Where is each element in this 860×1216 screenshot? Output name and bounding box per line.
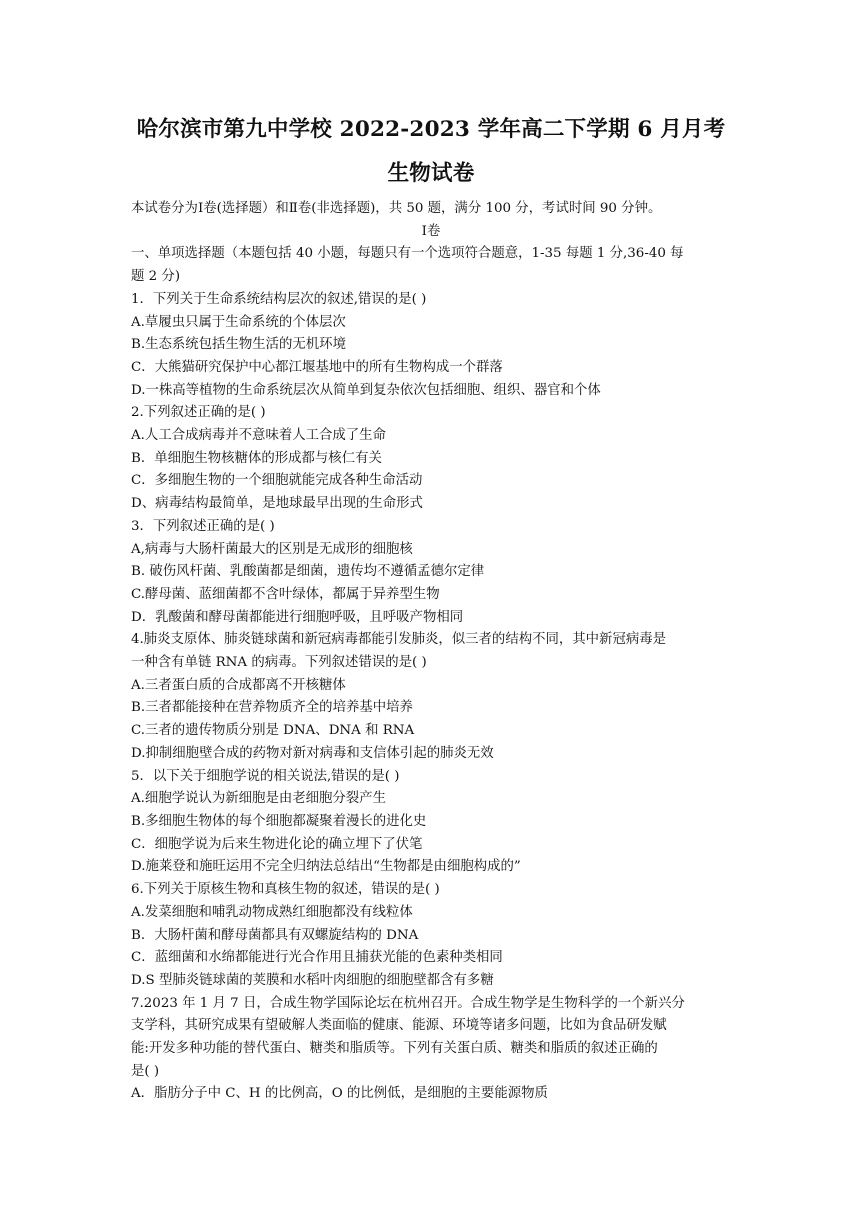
question-option: D．乳酸菌和酵母菌都能进行细胞呼吸，且呼吸产物相同	[131, 609, 464, 625]
section-heading-cont: 题 2 分)	[131, 269, 181, 285]
question-stem: 7.2023 年 1 月 7 日，合成生物学国际论坛在杭州召开。合成生物学是生物科学的一个新兴分	[131, 995, 685, 1011]
exam-page	[131, 108, 731, 1106]
question-option: C.三者的遗传物质分别是 DNA、DNA 和 RNA	[131, 723, 415, 739]
question-stem: 6.下列关于原核生物和真核生物的叙述，错误的是( )	[131, 882, 440, 898]
question-option: A.草履虫只属于生命系统的个体层次	[131, 314, 346, 330]
question-option: A.人工合成病毒并不意味着人工合成了生命	[131, 428, 386, 444]
question-option: A,病毒与大肠杆菌最大的区别是无成形的细胞核	[131, 541, 413, 557]
question-4	[131, 629, 731, 765]
question-option: A.发菜细胞和哺乳动物成熟红细胞都没有线粒体	[131, 904, 413, 920]
question-3	[131, 516, 731, 630]
question-option: D.施莱登和施旺运用不完全归纳法总结出“生物都是由细胞构成的”	[131, 859, 521, 875]
exam-intro: 本试卷分为Ⅰ卷(选择题）和Ⅱ卷(非选择题)，共 50 题，满分 100 分，考试时间 90 分钟。	[131, 201, 662, 216]
question-option: C.酵母菌、蓝细菌都不含叶绿体，都属于异养型生物	[131, 586, 440, 602]
question-stem-cont: 能:开发多种功能的替代蛋白、糖类和脂质等。下列有关蛋白质、糖类和脂质的叙述正确的	[131, 1041, 658, 1057]
question-7	[131, 993, 731, 1107]
exam-subtitle: 生物试卷	[387, 161, 475, 186]
question-stem-cont: 支学科，其研究成果有望破解人类面临的健康、能源、环境等诸多问题，比如为食品研发赋	[131, 1018, 667, 1034]
question-1	[131, 289, 731, 403]
question-option: B.生态系统包括生物生活的无机环境	[131, 337, 346, 353]
question-option: B.三者都能接种在营养物质齐全的培养基中培养	[131, 700, 413, 716]
question-option: B．单细胞生物核糖体的形成都与核仁有关	[131, 450, 382, 466]
question-stem: 3．下列叙述正确的是( )	[131, 518, 275, 534]
question-5	[131, 766, 731, 880]
question-option: D.S 型肺炎链球菌的荚膜和水稻叶肉细胞的细胞壁都含有多糖	[131, 972, 494, 988]
question-option: D.抑制细胞壁合成的药物对新对病毒和支信体引起的肺炎无效	[131, 745, 494, 761]
question-option: A.三者蛋白质的合成都离不开核糖体	[131, 677, 346, 693]
question-option: B.多细胞生物体的每个细胞都凝聚着漫长的进化史	[131, 813, 427, 829]
question-option: D、病毒结构最简单，是地球最早出现的生命形式	[131, 496, 423, 512]
question-option: A．脂肪分子中 C、H 的比例高，O 的比例低，是细胞的主要能源物质	[131, 1086, 548, 1102]
section-heading: 一、单项选择题（本题包括 40 小题，每题只有一个选项符合题意，1-35 每题 1 分,36-40 每	[131, 246, 684, 262]
question-option: C．细胞学说为后来生物进化论的确立埋下了伏笔	[131, 836, 423, 852]
question-option: A.细胞学说认为新细胞是由老细胞分裂产生	[131, 791, 386, 807]
section-label: Ⅰ卷	[421, 223, 441, 239]
question-stem: 4.肺炎支原体、肺炎链球菌和新冠病毒都能引发肺炎，似三者的结构不同，其中新冠病毒是	[131, 632, 667, 648]
exam-title: 哈尔滨市第九中学校 2022-2023 学年高二下学期 6 月月考	[136, 117, 726, 142]
question-2	[131, 402, 731, 516]
question-stem: 1．下列关于生命系统结构层次的叙述,错误的是( )	[131, 291, 427, 307]
question-stem: 5．以下关于细胞学说的相关说法,错误的是( )	[131, 768, 400, 784]
question-6	[131, 879, 731, 993]
question-option: C．多细胞生物的一个细胞就能完成各种生命活动	[131, 473, 423, 489]
question-stem: 2.下列叙述正确的是( )	[131, 405, 266, 421]
question-option: C．蓝细菌和水绵都能进行光合作用且捕获光能的色素种类相同	[131, 950, 503, 966]
question-option: D.一株高等植物的生命系统层次从简单到复杂依次包括细胞、组织、器官和个体	[131, 382, 601, 398]
question-option: B. 破伤风杆菌、乳酸菌都是细菌，遗传均不遵循孟德尔定律	[131, 564, 485, 580]
question-option: C．大熊猫研究保护中心都江堰基地中的所有生物构成一个群落	[131, 359, 503, 375]
question-option: B．大肠杆菌和酵母菌都具有双螺旋结构的 DNA	[131, 927, 419, 943]
question-stem-cont: 是( )	[131, 1063, 160, 1079]
question-stem-cont: 一种含有单链 RNA 的病毒。下列叙述错误的是( )	[131, 655, 427, 671]
